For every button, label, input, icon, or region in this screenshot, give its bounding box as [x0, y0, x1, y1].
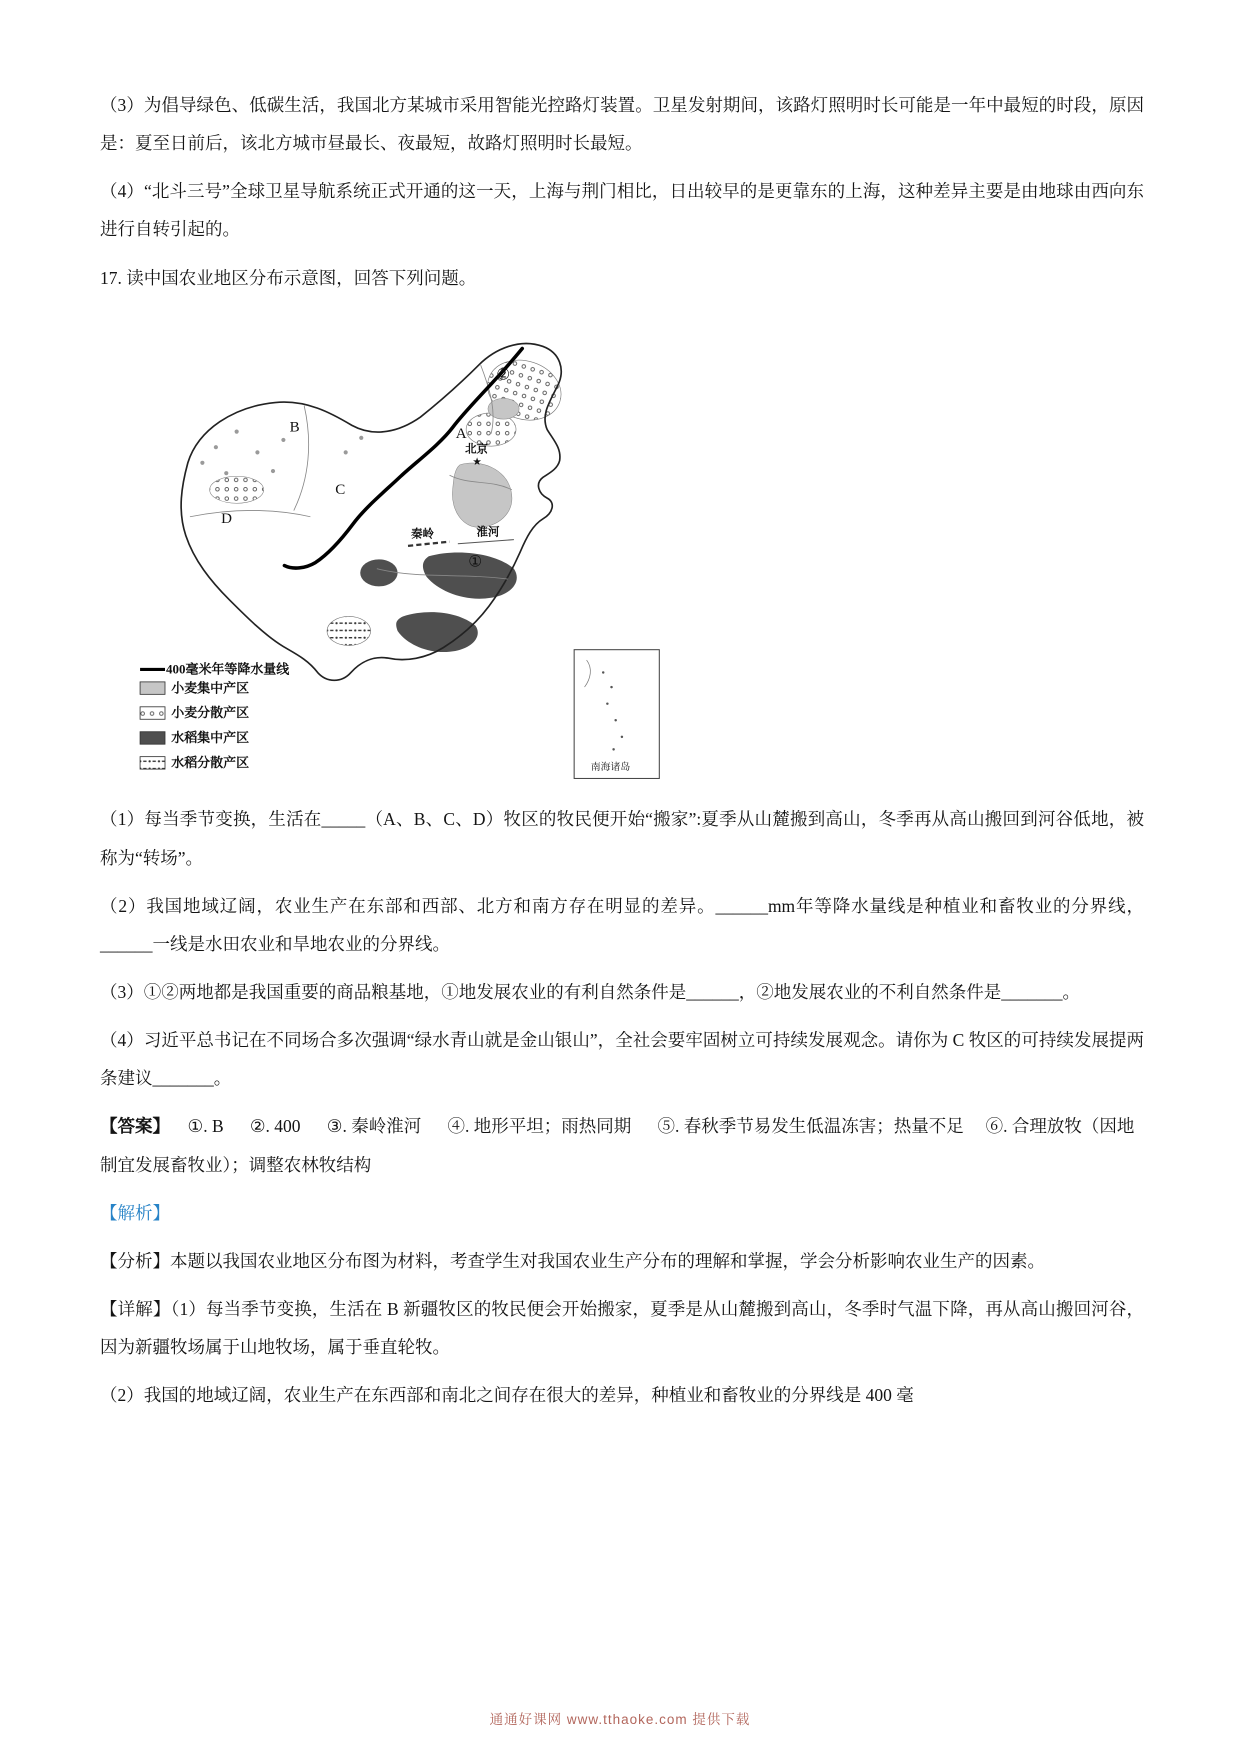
map-label-zone-d: D	[221, 510, 232, 527]
question-17-sub4: （4）习近平总书记在不同场合多次强调“绿水青山就是金山银山”，全社会要牢固树立可持续发展观念。请你为 C 牧区的可持续发展提两条建议_______。	[100, 1030, 1144, 1089]
legend-label-wheat-concentrated: 小麦集中产区	[171, 679, 250, 695]
map-label-qinling: 秦岭	[411, 528, 434, 541]
answer-line	[100, 1107, 1144, 1183]
legend-label-wheat-scattered: 小麦分散产区	[171, 704, 250, 720]
huaihe-river-line	[458, 539, 514, 543]
map-label-zone-a: A	[455, 425, 467, 442]
map-legend	[140, 661, 290, 769]
legend-item-wheat-concentrated	[140, 680, 249, 695]
map-label-zone-c: C	[335, 481, 346, 498]
xiangjie-paragraph-2: （2）我国的地域辽阔，农业生产在东西部和南北之间存在很大的差异，种植业和畜牧业的分界线是 400 毫	[100, 1385, 914, 1406]
legend-label-rice-scattered: 水稻分散产区	[171, 754, 250, 770]
xiangjie-paragraph-1: 【详解】（1）每当季节变换，生活在 B 新疆牧区的牧民便会开始搬家，夏季是从山麓搬到高山，冬季时气温下降，再从高山搬回河谷，因为新疆牧场属于山地牧场，属于垂直轮牧。	[100, 1298, 1144, 1358]
china-agriculture-map-figure	[138, 307, 698, 785]
china-agriculture-map	[138, 307, 678, 785]
question-17-sub3: （3）①②两地都是我国重要的商品粮基地，①地发展农业的有利自然条件是______，②地发展农业的不利自然条件是_______。	[100, 981, 1080, 1002]
map-label-zone-b: B	[289, 419, 300, 436]
map-label-mark2: ②	[496, 366, 511, 384]
legend-item-rice-scattered	[140, 755, 249, 770]
legend-item-rice-concentrated	[140, 730, 249, 745]
answer-content: ①. B ②. 400 ③. 秦岭淮河 ④. 地形平坦；雨热同期 ⑤. 春秋季节易发生低温冻害；热量不足 ⑥. 合理放牧（因地制宜发展畜牧业）；调整农林牧结构	[100, 1116, 1135, 1175]
question-17-intro: 17. 读中国农业地区分布示意图，回答下列问题。	[100, 267, 477, 288]
map-shaded-regions	[200, 351, 569, 652]
xinjiang-scatter-dots	[200, 429, 363, 475]
answer-label: 【答案】	[100, 1116, 170, 1137]
beijing-star-icon: ★	[472, 456, 482, 468]
fenxi-paragraph: 【分析】本题以我国农业地区分布图为材料，考查学生对我国农业生产分布的理解和掌握，学会分析影响农业生产的因素。	[100, 1250, 1045, 1271]
jiexi-label: 【解析】	[100, 1202, 170, 1223]
rice-scattered-region-southwest	[327, 616, 371, 645]
page-footer: 通通好课网 www.tthaoke.com 提供下载	[489, 1712, 751, 1727]
question-17-sub2: （2）我国地域辽阔，农业生产在东部和西部、北方和南方存在明显的差异。______mm年等降水量线是种植业和畜牧业的分界线，______一线是水田农业和旱地农业的分界线。	[100, 895, 1144, 954]
map-label-huaihe: 淮河	[476, 526, 500, 539]
south-china-sea-inset	[574, 649, 659, 778]
question-17-sub1: （1）每当季节变换，生活在_____（A、B、C、D）牧区的牧民便开始“搬家”:夏季从山麓搬到高山，冬季再从高山搬回到河谷低地，被称为“转场”。	[100, 809, 1144, 868]
legend-item-isohyet	[140, 661, 290, 676]
rice-concentrated-region-sichuan	[360, 559, 397, 586]
qinling-mountain-line	[408, 541, 450, 545]
legend-item-wheat-scattered	[140, 705, 249, 720]
paragraph-q16-4: （4）“北斗三号”全球卫星导航系统正式开通的这一天，上海与荆门相比，日出较早的是更靠东的上海，这种差异主要是由地球由西向东进行自转引起的。	[100, 181, 1144, 240]
map-label-mark1: ①	[468, 553, 483, 571]
legend-label-rice-concentrated: 水稻集中产区	[171, 729, 250, 745]
wheat-concentrated-region-north-china-plain	[452, 463, 511, 527]
paragraph-q16-3: （3）为倡导绿色、低碳生活，我国北方某城市采用智能光控路灯装置。卫星发射期间，该路灯照明时长可能是一年中最短的时段，原因是：夏至日前后，该北方城市昼最长、夜最短，故路灯照明时长最短。	[100, 95, 1144, 154]
map-label-beijing: 北京	[465, 443, 488, 456]
legend-label-isohyet: 400毫米年等降水量线	[166, 661, 290, 677]
inset-label-nanhai: 南海诸岛	[590, 761, 631, 773]
wheat-scattered-region-xinjiang	[210, 476, 264, 503]
